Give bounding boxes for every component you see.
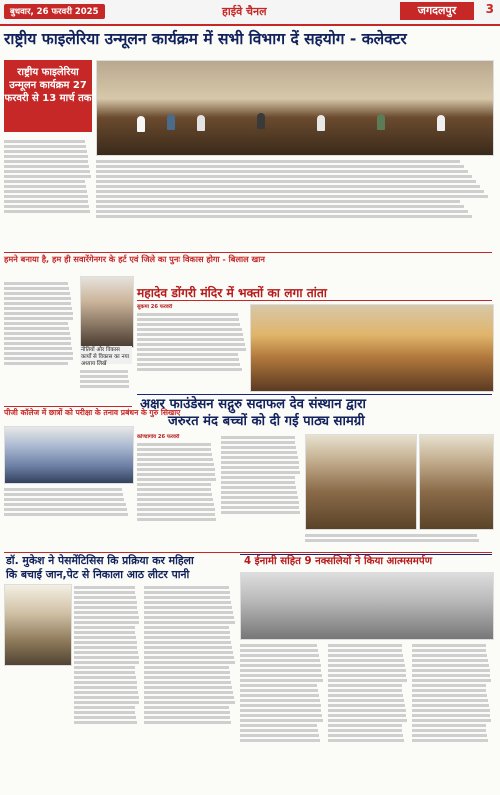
foundation-text-col-2 xyxy=(221,434,301,548)
text-line xyxy=(221,436,295,439)
text-line xyxy=(144,646,232,649)
text-line xyxy=(240,724,317,727)
text-line xyxy=(137,478,216,481)
text-line xyxy=(412,704,489,707)
text-line xyxy=(74,611,138,614)
text-line xyxy=(137,468,215,471)
naxal-photo xyxy=(240,572,494,640)
text-line xyxy=(144,586,229,589)
text-line xyxy=(74,716,136,719)
text-line xyxy=(144,661,235,664)
politician-photo xyxy=(80,276,134,348)
text-line xyxy=(144,721,231,724)
text-line xyxy=(96,160,460,163)
text-line xyxy=(221,476,295,479)
page-number: 3 xyxy=(485,2,494,16)
text-line xyxy=(4,508,127,511)
text-line xyxy=(4,362,68,365)
text-line xyxy=(137,513,215,516)
text-line xyxy=(96,170,468,173)
text-line xyxy=(144,666,229,669)
text-line xyxy=(4,498,124,501)
text-line xyxy=(305,539,479,542)
text-line xyxy=(221,456,298,459)
text-line xyxy=(137,333,243,336)
city-label: जगदलपुर xyxy=(400,2,474,20)
doctor-headline-2: कि बचाई जान,पेट से निकाला आठ लीटर पानी xyxy=(6,568,190,581)
text-line xyxy=(4,185,86,188)
text-line xyxy=(4,352,73,355)
foundation-headline-2: जरुरत मंद बच्चों को दी गई पाठ्य सामग्री xyxy=(168,414,365,429)
text-line xyxy=(328,709,406,712)
naxal-text-col-2 xyxy=(328,642,408,784)
text-line xyxy=(412,709,490,712)
text-line xyxy=(221,466,299,469)
text-line xyxy=(137,348,246,351)
text-line xyxy=(144,671,230,674)
text-line xyxy=(4,165,89,168)
text-line xyxy=(144,636,230,639)
text-line xyxy=(4,488,122,491)
text-line xyxy=(4,297,71,300)
text-line xyxy=(240,709,321,712)
text-line xyxy=(240,734,319,737)
text-line xyxy=(412,644,486,647)
text-line xyxy=(80,375,128,378)
text-line xyxy=(221,486,296,489)
text-line xyxy=(137,483,211,486)
lead-text-col-1 xyxy=(4,138,92,248)
text-line xyxy=(96,165,464,168)
text-line xyxy=(328,704,405,707)
text-line xyxy=(412,699,488,702)
text-line xyxy=(328,694,403,697)
text-line xyxy=(137,353,238,356)
text-line xyxy=(74,706,135,709)
text-line xyxy=(328,684,402,687)
text-line xyxy=(144,711,230,714)
text-line xyxy=(144,611,233,614)
text-line xyxy=(221,491,297,494)
text-line xyxy=(328,649,402,652)
text-line xyxy=(137,343,245,346)
text-line xyxy=(412,724,486,727)
temple-headline: महादेव डोंगरी मंदिर में भक्तों का लगा तांता xyxy=(137,286,327,300)
foundation-photo-2 xyxy=(419,434,494,530)
text-line xyxy=(144,696,234,699)
text-line xyxy=(412,659,488,662)
text-line xyxy=(4,200,88,203)
text-line xyxy=(412,689,486,692)
paper-name: हाईवे चैनल xyxy=(222,5,267,18)
text-line xyxy=(144,616,234,619)
text-line xyxy=(96,200,460,203)
text-line xyxy=(74,621,139,624)
photo-person xyxy=(167,114,175,130)
left-story-2-headline: पीजी कॉलेज में छात्रों को परीक्षा के तनाव प्रबंधन के गुरु सिखाए xyxy=(4,408,181,417)
text-line xyxy=(328,644,402,647)
divider xyxy=(137,394,492,395)
text-line xyxy=(137,518,216,521)
text-line xyxy=(221,446,296,449)
text-line xyxy=(412,694,487,697)
text-line xyxy=(74,591,135,594)
text-line xyxy=(144,626,229,629)
text-line xyxy=(144,681,231,684)
text-line xyxy=(412,734,487,737)
foundation-caption xyxy=(305,532,492,550)
text-line xyxy=(137,328,242,331)
students-photo xyxy=(4,426,134,484)
naxal-text-col-3 xyxy=(412,642,492,784)
text-line xyxy=(221,506,299,509)
text-line xyxy=(80,380,129,383)
text-line xyxy=(74,631,135,634)
text-line xyxy=(412,719,491,722)
doctor-photo xyxy=(4,584,72,666)
text-line xyxy=(412,714,490,717)
text-line xyxy=(4,322,68,325)
text-line xyxy=(96,175,472,178)
text-line xyxy=(74,676,136,679)
text-line xyxy=(4,210,90,213)
text-line xyxy=(137,508,215,511)
text-line xyxy=(74,636,136,639)
text-line xyxy=(221,481,295,484)
photo-person xyxy=(317,115,325,131)
text-line xyxy=(96,215,472,218)
text-line xyxy=(221,461,299,464)
text-line xyxy=(221,496,298,499)
photo-person xyxy=(437,115,445,131)
text-line xyxy=(412,729,486,732)
text-line xyxy=(328,689,402,692)
divider xyxy=(4,552,492,553)
text-line xyxy=(137,493,212,496)
text-line xyxy=(137,458,213,461)
doctor-text-col-2 xyxy=(144,584,236,784)
text-line xyxy=(240,659,320,662)
text-line xyxy=(137,323,240,326)
text-line xyxy=(80,385,129,388)
text-line xyxy=(137,488,211,491)
text-line xyxy=(4,170,90,173)
text-line xyxy=(74,641,137,644)
photo-person xyxy=(377,114,385,130)
text-line xyxy=(144,716,230,719)
text-line xyxy=(4,503,126,506)
doctor-headline-1: डॉ. मुकेश ने पेसमेंटिसिस कि प्रक्रिया कर महिला xyxy=(6,554,194,567)
text-line xyxy=(328,679,407,682)
text-line xyxy=(4,160,88,163)
text-line xyxy=(412,684,486,687)
text-line xyxy=(328,729,402,732)
text-line xyxy=(144,601,231,604)
text-line xyxy=(240,649,318,652)
text-line xyxy=(74,686,137,689)
text-line xyxy=(74,666,135,669)
text-line xyxy=(144,641,231,644)
text-line xyxy=(137,498,213,501)
text-line xyxy=(4,357,73,360)
text-line xyxy=(240,694,319,697)
naxal-headline: 4 ईनामी सहित 9 नक्सलियों ने किया आत्मसमर्पण xyxy=(244,556,433,567)
text-line xyxy=(4,347,72,350)
text-line xyxy=(137,448,211,451)
text-line xyxy=(240,739,320,742)
text-line xyxy=(221,501,299,504)
text-line xyxy=(96,205,464,208)
text-line xyxy=(328,724,402,727)
text-line xyxy=(137,358,239,361)
text-line xyxy=(221,451,297,454)
temple-text xyxy=(137,304,247,390)
issue-date: बुधवार, 26 फरवरी 2025 xyxy=(4,4,105,19)
foundation-photo-1 xyxy=(305,434,417,530)
text-line xyxy=(328,719,407,722)
text-line xyxy=(240,719,323,722)
foundation-text-col-1 xyxy=(137,434,217,548)
text-line xyxy=(137,368,242,371)
temple-photo xyxy=(250,304,494,392)
text-line xyxy=(74,596,136,599)
text-line xyxy=(74,646,137,649)
text-line xyxy=(4,302,71,305)
text-line xyxy=(240,684,317,687)
text-line xyxy=(74,711,135,714)
text-line xyxy=(412,654,487,657)
text-line xyxy=(328,739,404,742)
text-line xyxy=(4,140,85,143)
temple-dateline: सुकमा 26 फरवरी xyxy=(137,304,173,310)
text-line xyxy=(4,332,70,335)
text-line xyxy=(221,441,295,444)
text-line xyxy=(74,701,139,704)
text-line xyxy=(144,691,233,694)
left-story-1-text xyxy=(4,280,74,402)
text-line xyxy=(4,155,88,158)
text-line xyxy=(412,664,489,667)
text-line xyxy=(4,312,73,315)
text-line xyxy=(240,664,321,667)
text-line xyxy=(96,190,484,193)
lead-headline: राष्ट्रीय फाइलेरिया उन्मूलन कार्यक्रम में सभी विभाग दें सहयोग - कलेक्टर xyxy=(4,30,407,48)
text-line xyxy=(4,327,69,330)
text-line xyxy=(96,185,480,188)
lead-boxed-title: राष्ट्रीय फाइलेरिया उन्मूलन कार्यक्रम 27 फरवरी से 13 मार्च तक xyxy=(4,60,92,132)
text-line xyxy=(144,591,230,594)
text-line xyxy=(221,471,300,474)
text-line xyxy=(4,292,70,295)
text-line xyxy=(137,503,214,506)
text-line xyxy=(137,453,212,456)
text-line xyxy=(144,621,235,624)
left-story-1-text-2 xyxy=(80,368,132,402)
divider xyxy=(4,252,492,253)
text-line xyxy=(137,363,240,366)
text-line xyxy=(4,342,71,345)
text-line xyxy=(4,150,87,153)
text-line xyxy=(144,686,232,689)
text-line xyxy=(4,282,68,285)
text-line xyxy=(328,714,406,717)
divider xyxy=(137,300,492,301)
text-line xyxy=(144,606,232,609)
text-line xyxy=(74,616,139,619)
text-line xyxy=(80,370,128,373)
text-line xyxy=(4,513,128,516)
lead-photo xyxy=(96,60,494,156)
text-line xyxy=(74,691,138,694)
text-line xyxy=(144,651,233,654)
text-line xyxy=(74,601,137,604)
text-line xyxy=(4,145,86,148)
text-line xyxy=(4,317,73,320)
text-line xyxy=(4,287,69,290)
text-line xyxy=(412,669,490,672)
text-line xyxy=(412,739,488,742)
left-story-1-headline: हमने बनाया है, हम ही सवारेंगेनगर के हर्ट एवं जिले का पुनः विकास होगा - बिलाल खान xyxy=(4,254,265,264)
masthead xyxy=(0,0,500,26)
text-line xyxy=(221,511,300,514)
text-line xyxy=(240,644,317,647)
text-line xyxy=(74,626,135,629)
text-line xyxy=(240,654,319,657)
text-line xyxy=(96,210,468,213)
text-line xyxy=(4,190,87,193)
text-line xyxy=(4,493,123,496)
text-line xyxy=(137,473,215,476)
text-line xyxy=(74,721,137,724)
text-line xyxy=(412,674,490,677)
text-line xyxy=(328,664,405,667)
text-line xyxy=(305,534,477,537)
text-line xyxy=(96,195,488,198)
text-line xyxy=(328,699,404,702)
text-line xyxy=(4,337,71,340)
text-line xyxy=(328,654,403,657)
text-line xyxy=(144,596,230,599)
text-line xyxy=(74,586,135,589)
text-line xyxy=(74,656,139,659)
politician-caption: नीतियों और विकास कार्यों से विकास का नया अध्याय लिखें xyxy=(80,346,132,364)
text-line xyxy=(137,318,239,321)
text-line xyxy=(240,679,323,682)
text-line xyxy=(328,674,406,677)
text-line xyxy=(74,651,138,654)
text-line xyxy=(328,659,404,662)
text-line xyxy=(328,734,403,737)
text-line xyxy=(96,180,476,183)
text-line xyxy=(137,313,238,316)
text-line xyxy=(412,679,491,682)
text-line xyxy=(412,649,486,652)
text-line xyxy=(137,463,214,466)
divider xyxy=(4,406,132,407)
text-line xyxy=(328,669,406,672)
text-line xyxy=(74,671,135,674)
text-line xyxy=(74,681,137,684)
text-line xyxy=(240,699,320,702)
doctor-text-col-1 xyxy=(74,584,140,784)
text-line xyxy=(240,729,318,732)
text-line xyxy=(4,205,89,208)
text-line xyxy=(240,669,321,672)
text-line xyxy=(240,704,321,707)
photo-person xyxy=(197,115,205,131)
photo-person xyxy=(257,113,265,129)
text-line xyxy=(74,606,137,609)
naxal-text-col-1 xyxy=(240,642,324,784)
text-line xyxy=(240,674,322,677)
foundation-dateline: कोण्डागांव 26 फरवरी xyxy=(137,434,180,440)
text-line xyxy=(74,696,139,699)
text-line xyxy=(4,195,88,198)
text-line xyxy=(4,180,85,183)
text-line xyxy=(4,307,72,310)
photo-person xyxy=(137,116,145,132)
text-line xyxy=(144,706,229,709)
text-line xyxy=(137,338,244,341)
left-story-2-text xyxy=(4,486,132,530)
text-line xyxy=(144,631,230,634)
foundation-headline-1: अक्षर फाउंडेसन सद्गुरु सदाफल देव संस्थान द्वारा xyxy=(140,397,366,412)
text-line xyxy=(240,689,318,692)
text-line xyxy=(4,175,91,178)
text-line xyxy=(137,443,211,446)
lead-text-body xyxy=(96,158,492,248)
text-line xyxy=(144,656,234,659)
text-line xyxy=(74,661,139,664)
text-line xyxy=(240,714,322,717)
divider xyxy=(240,554,492,555)
text-line xyxy=(144,701,235,704)
text-line xyxy=(144,676,230,679)
